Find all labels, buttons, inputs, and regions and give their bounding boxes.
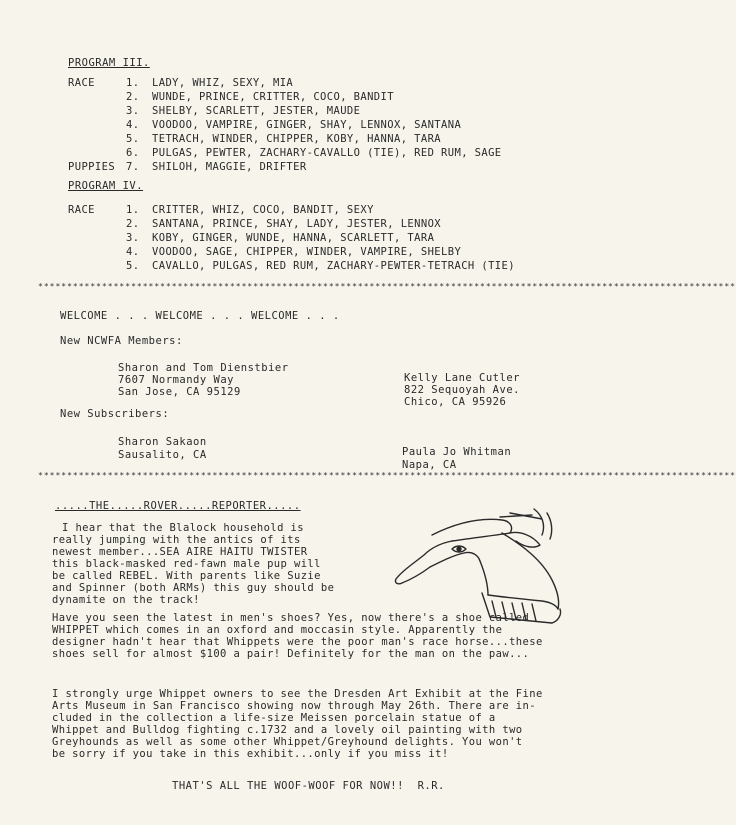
race-number: 5. xyxy=(126,133,140,145)
text-line: be called REBEL. With parents like Suzie xyxy=(52,570,321,582)
member-name: Sharon and Tom Dienstbier xyxy=(118,362,289,374)
race-row xyxy=(68,105,360,117)
subscriber-city: Sausalito, CA xyxy=(118,449,207,461)
race-dogs: VOODOO, SAGE, CHIPPER, WINDER, VAMPIRE, SHELBY xyxy=(152,246,462,258)
member-street: 7607 Normandy Way xyxy=(118,374,234,386)
race-dogs: CRITTER, WHIZ, COCO, BANDIT, SEXY xyxy=(152,204,374,216)
member-city: Chico, CA 95926 xyxy=(404,396,507,408)
race-dogs: KOBY, GINGER, WUNDE, HANNA, SCARLETT, TARA xyxy=(152,232,435,244)
subscriber-city: Napa, CA xyxy=(402,459,457,471)
text-line: shoes sell for almost $100 a pair! Definitely for the man on the paw... xyxy=(52,648,530,660)
race-dogs: TETRACH, WINDER, CHIPPER, KOBY, HANNA, TARA xyxy=(152,133,442,145)
race-dogs: CAVALLO, PULGAS, RED RUM, ZACHARY-PEWTER-TETRACH (TIE) xyxy=(152,260,515,272)
race-number: 4. xyxy=(126,246,140,258)
race-dogs: LADY, WHIZ, SEXY, MIA xyxy=(152,77,294,89)
race-row xyxy=(68,246,461,258)
race-number: 7. xyxy=(126,161,140,173)
text-line: Arts Museum in San Francisco showing now through May 26th. There are in- xyxy=(52,700,536,712)
subscribers-heading: New Subscribers: xyxy=(60,408,170,420)
race-label: RACE xyxy=(68,77,95,89)
rover-paragraph-2 xyxy=(52,612,543,660)
race-dogs: VOODOO, VAMPIRE, GINGER, SHAY, LENNOX, SANTANA xyxy=(152,119,462,131)
race-number: 6. xyxy=(126,147,140,159)
race-number: 2. xyxy=(126,91,140,103)
race-number: 5. xyxy=(126,260,140,272)
subscriber-name: Sharon Sakaon xyxy=(118,436,207,448)
divider-2: ************************************************************************************************************************ xyxy=(38,471,736,480)
members-heading: New NCWFA Members: xyxy=(60,335,183,347)
race-row xyxy=(68,119,461,131)
rover-paragraph-1 xyxy=(52,522,334,606)
race-row xyxy=(68,218,441,230)
member-1 xyxy=(118,362,289,398)
race-row xyxy=(68,161,307,173)
text-line: be sorry if you take in this exhibit...only if you miss it! xyxy=(52,748,449,760)
race-dogs: SHELBY, SCARLETT, JESTER, MAUDE xyxy=(152,105,361,117)
race-number: 2. xyxy=(126,218,140,230)
text-line: Whippet and Bulldog fighting c.1732 and a lovely oil painting with two xyxy=(52,724,523,736)
race-row xyxy=(68,204,374,216)
subscriber-2 xyxy=(402,446,511,472)
divider-1: ************************************************************************************************************************ xyxy=(38,282,736,291)
member-2 xyxy=(404,372,520,408)
race-dogs: SHILOH, MAGGIE, DRIFTER xyxy=(152,161,307,173)
race-number: 3. xyxy=(126,232,140,244)
race-number: 1. xyxy=(126,77,140,89)
text-line: this black-masked red-fawn male pup will xyxy=(52,558,321,570)
race-row xyxy=(68,232,434,244)
text-line: Have you seen the latest in men's shoes? Yes, now there's a shoe called xyxy=(52,612,530,624)
race-row xyxy=(68,77,293,89)
race-row xyxy=(68,133,441,145)
race-row xyxy=(68,260,515,272)
subscriber-name: Paula Jo Whitman xyxy=(402,446,512,458)
race-number: 4. xyxy=(126,119,140,131)
member-city: San Jose, CA 95129 xyxy=(118,386,241,398)
race-row xyxy=(68,91,394,103)
rover-paragraph-3 xyxy=(52,688,543,760)
race-label: RACE xyxy=(68,204,95,216)
race-dogs: PULGAS, PEWTER, ZACHARY-CAVALLO (TIE), RED RUM, SAGE xyxy=(152,147,502,159)
rover-heading: .....THE.....ROVER.....REPORTER..... xyxy=(55,500,301,512)
race-dogs: SANTANA, PRINCE, SHAY, LADY, JESTER, LENNOX xyxy=(152,218,442,230)
signoff: THAT'S ALL THE WOOF-WOOF FOR NOW!! R.R. xyxy=(172,780,445,792)
text-line: I hear that the Blalock household is xyxy=(62,522,304,534)
race-label: PUPPIES xyxy=(68,161,116,173)
race-row xyxy=(68,147,502,159)
member-name: Kelly Lane Cutler xyxy=(404,372,520,384)
race-dogs: WUNDE, PRINCE, CRITTER, COCO, BANDIT xyxy=(152,91,394,103)
text-line: dynamite on the track! xyxy=(52,594,200,606)
welcome-line: WELCOME . . . WELCOME . . . WELCOME . . . xyxy=(60,310,340,322)
text-line: I strongly urge Whippet owners to see the Dresden Art Exhibit at the Fine xyxy=(52,688,543,700)
text-line: cluded in the collection a life-size Meissen porcelain statue of a xyxy=(52,712,496,724)
text-line: and Spinner (both ARMs) this guy should be xyxy=(52,582,335,594)
text-line: newest member...SEA AIRE HAITU TWISTER xyxy=(52,546,308,558)
subscriber-1 xyxy=(118,436,207,462)
program-4-heading: PROGRAM IV. xyxy=(68,180,144,192)
text-line: designer hadn't hear that Whippets were the poor man's race horse...these xyxy=(52,636,543,648)
text-line: WHIPPET which comes in an oxford and moccasin style. Apparently the xyxy=(52,624,503,636)
program-3-heading: PROGRAM III. xyxy=(68,57,150,69)
race-number: 3. xyxy=(126,105,140,117)
text-line: really jumping with the antics of its xyxy=(52,534,301,546)
member-street: 822 Sequoyah Ave. xyxy=(404,384,520,396)
text-line: Greyhounds as well as some other Whippet/Greyhound delights. You won't xyxy=(52,736,523,748)
race-number: 1. xyxy=(126,204,140,216)
